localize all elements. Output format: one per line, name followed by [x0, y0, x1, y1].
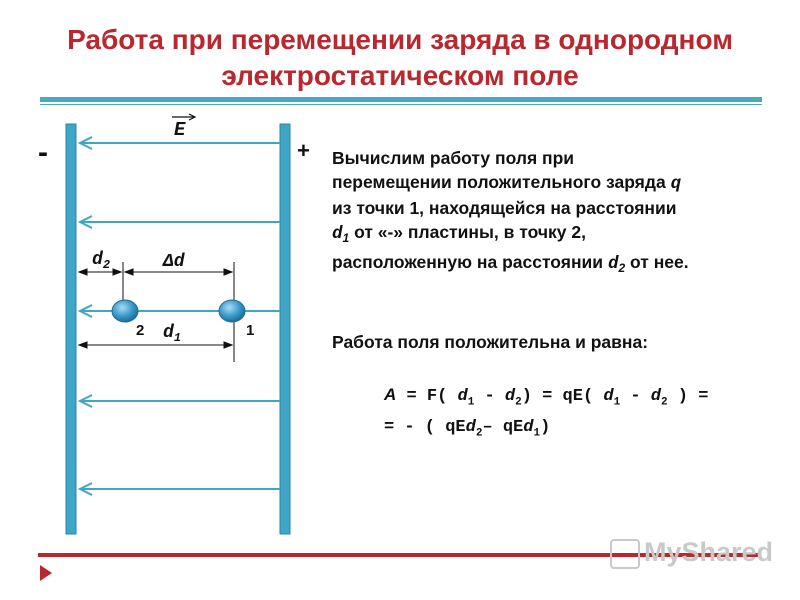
- label-d1-subscript: 1: [173, 331, 182, 345]
- formula-line1: A = F( $d_1 - d_2) = qE$( $d_1 - d_2$ ) =: [384, 385, 709, 409]
- slide-title-line1: Работа при перемещении заряда в однородном: [67, 24, 733, 55]
- watermark-logo-icon: [610, 539, 640, 569]
- field-label: E: [174, 119, 186, 141]
- plus-sign: +: [297, 138, 310, 163]
- negative-plate: [66, 124, 76, 534]
- explanation-line1: Вычислим работу поля при: [332, 148, 575, 168]
- label-d1-letter: d: [163, 323, 174, 343]
- positive-plate: [280, 124, 290, 534]
- label-d2-subscript: 2: [102, 258, 111, 272]
- explanation-line4: $d_1$ от «-» пластины, в точку 2,: [332, 222, 586, 245]
- work-formula: [384, 382, 708, 447]
- explanation-line5: расположенную на расстоянии $d_2$ от нее.: [332, 252, 689, 275]
- watermark: [610, 537, 773, 569]
- minus-sign: -: [38, 136, 48, 169]
- point2-label: 2: [136, 322, 145, 339]
- next-slide-icon[interactable]: [40, 565, 54, 581]
- slide-title-line2: электростатическом поле: [221, 60, 579, 91]
- charge-point2: [112, 300, 138, 322]
- formula-line2: = - ( qEd$_2$– qEd$_1$): [384, 418, 551, 440]
- explanation-text: [332, 146, 792, 280]
- explanation-line3: из точки 1, находящейся на расстоянии: [332, 198, 677, 218]
- explanation-line2: перемещении положительного заряда q: [332, 172, 682, 194]
- label-delta-d: Δd: [163, 252, 185, 272]
- field-lines: [80, 137, 280, 495]
- watermark-text: MyShared: [644, 537, 774, 567]
- charge-symbol: q: [670, 174, 682, 194]
- label-d2: [92, 250, 110, 272]
- result-label: Работа поля положительна и равна:: [332, 332, 649, 352]
- d1-dimension: [79, 342, 232, 348]
- point1-label: 1: [246, 322, 255, 339]
- charge-point1: [219, 300, 245, 322]
- label-d1: [163, 323, 181, 345]
- label-d2-letter: d: [92, 250, 103, 270]
